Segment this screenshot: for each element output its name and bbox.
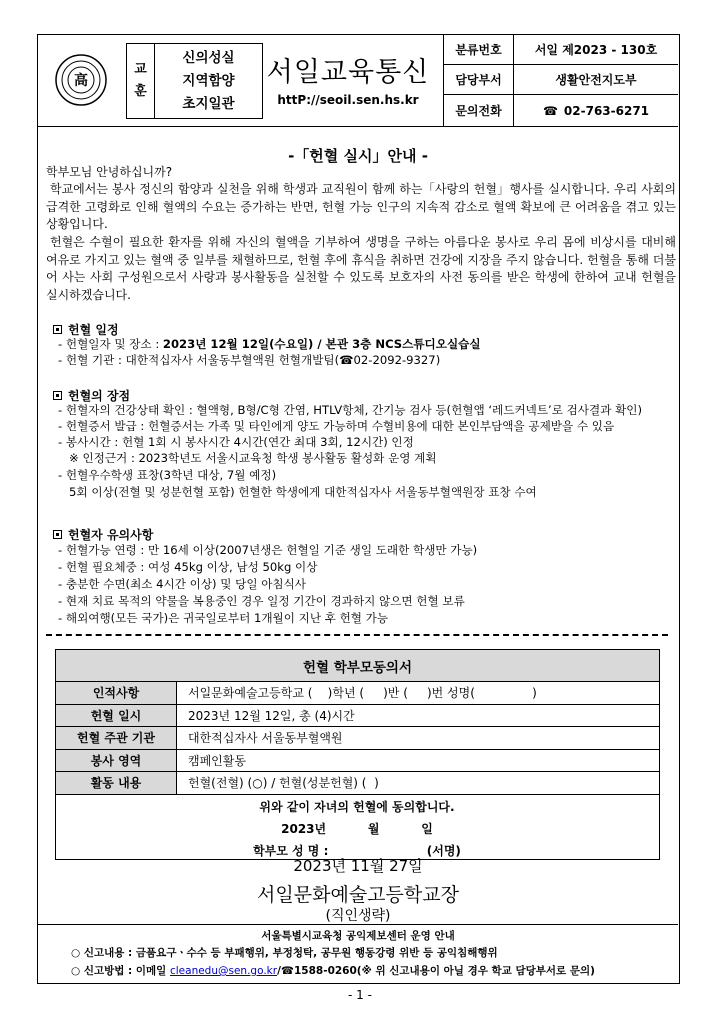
consent-key: 헌혈 주관 기관 [56,727,177,749]
section-heading-cautions [53,526,153,543]
heading-text: 헌혈자 유의사항 [68,528,154,542]
cut-line-divider [46,634,668,636]
heading-text: 헌혈 일정 [68,323,119,337]
consent-key: 봉사 영역 [56,750,177,772]
section-heading-benefits [53,387,130,404]
consent-key: 인적사항 [56,682,177,704]
intro-paragraph-1: 학교에서는 봉사 정신의 함양과 실천을 위해 학생과 교직원이 함께 하는「사랑의 헌혈」행사를 실시합니다. 우리 사회의 급격한 고령화로 인해 혈액의 수요는 증가하는 반면, 헌혈 가능 인구의 지속적 감소로 혈액 확보에 큰 어려움을 겪고 있는 상황입니다. [46,182,676,231]
consent-key: 활동 내용 [56,772,177,794]
heading-text: 헌혈의 장점 [68,389,131,403]
consent-row [56,705,659,728]
motto-lines [155,44,262,118]
meta-row [444,35,678,65]
report-method-tail: /☎1588-0260(※ 위 신고내용이 아닐 경우 학교 담당부서로 문의) [277,965,595,977]
meta-row [444,65,678,95]
motto-label-char: 훈 [134,84,147,99]
motto-line: 신의성실 [182,49,235,66]
newsletter-header [38,35,678,127]
schedule-item-date [58,337,481,352]
consent-key: 헌혈 일시 [56,705,177,727]
motto-label-char: 교 [134,62,147,77]
benefit-item: ※ 인정근거 : 2023학년도 서울시교육청 학생 봉사활동 활성화 운영 계획 [58,451,437,465]
consent-value: 캠페인활동 [188,753,246,768]
caution-item: - 충분한 수면(최소 4시간 이상) 및 당일 아침식사 [58,577,306,591]
footer-report-method [71,963,595,978]
item-label: - 헌혈일자 및 장소 : [58,337,163,351]
issue-date: 2023년 11월 27일 [293,857,423,875]
benefit-item: 5회 이상(전혈 및 성분헌혈 포함) 헌혈한 학생에게 대한적십자사 서울동부혈액원장 표창 수여 [58,485,537,499]
square-bullet-icon [53,391,62,400]
motto-line: 초지일관 [182,95,235,112]
page-number: - 1 - [348,988,372,1002]
parent-consent-form [55,649,660,860]
consent-agree: 위와 같이 자녀의 헌혈에 동의합니다. [259,800,455,814]
motto-line: 지역함양 [182,72,235,89]
meta-key: 분류번호 [444,35,514,64]
square-bullet-icon [53,325,62,334]
meta-value: 서일 제2023 - 130호 [534,43,658,57]
consent-value[interactable]: 헌혈(전혈) (○) / 헌혈(성분헌혈) ( ) [188,776,379,791]
newsletter-title: 서일교육통신 [266,57,430,88]
signature-label: 학부모 성 명 : [253,844,329,858]
footer-report-content: ○ 신고내용 : 금품요구ㆍ수수 등 부패행위, 부정청탁, 공무원 행동강령 위반 등 공익침해행위 [71,947,498,959]
document-frame [37,34,680,984]
meta-key: 담당부서 [444,65,514,94]
consent-row [56,772,659,795]
report-method-label: ○ 신고방법 : 이메일 [71,965,170,977]
caution-item: - 헌혈가능 연령 : 만 16세 이상(2007년생은 헌혈일 기준 생일 도래한 학생만 가능) [58,543,478,557]
consent-row [56,750,659,773]
meta-value-phone [514,95,678,126]
benefit-item: - 헌혈자의 건강상태 확인 : 혈액형, B형/C형 간염, HTLV항체, 간기능 검사 등(헌혈앱 ‘레드커넥트’로 검사결과 확인) [58,403,643,417]
consent-title: 헌혈 학부모동의서 [56,650,659,682]
item-value: 2023년 12월 12일(수요일) / 본관 3층 NCS스튜디오실습실 [162,337,481,351]
signature-suffix: (서명) [426,844,461,858]
seal-omitted-note: (직인생략) [325,908,391,924]
school-url[interactable]: httP://seoil.sen.hs.kr [277,93,419,107]
document-title: -「헌혈 실시」안내 - [288,147,428,165]
motto-label [127,44,155,118]
schedule-item-agency: - 헌혈 기관 : 대한적십자사 서울동부혈액원 헌혈개발팀(☎02-2092-9327) [58,353,441,367]
meta-row [444,95,678,126]
consent-value[interactable]: 서일문화예술고등학교 ( )학년 ( )반 ( )번 성명( ) [188,686,537,701]
document-meta-table [443,35,678,126]
consent-value: 2023년 12월 12일, 총 (4)시간 [188,708,355,723]
phone-number: 02-763-6271 [563,103,650,118]
caution-item: - 현재 치료 목적의 약물을 복용중인 경우 일정 기간이 경과하지 않으면 헌혈 보류 [58,594,465,608]
caution-item: - 해외여행(모든 국가)은 귀국일로부터 1개월이 지난 후 헌혈 가능 [58,611,389,625]
school-emblem-icon [55,54,107,106]
consent-row [56,727,659,750]
meta-key: 문의전화 [444,95,514,126]
intro-paragraph-2: 헌혈은 수혈이 필요한 환자를 위해 자신의 혈액을 기부하여 생명을 구하는 아름다운 봉사로 우리 몸에 비상시를 대비해 여유로 가지고 있는 혈액 중 일부를 채혈하므로, 헌혈 후에 휴식을 취하면 건강에 지장을 주지 않습니다. 헌혈을 통해 더불어 사는 사회 구성원으로서 사랑과 봉사활동을 실천할 수 있도록 보호자의 사전 동의를 받은 학생에 한하여 교내 헌혈을 실시하겠습니다. [46,235,676,302]
caution-item: - 헌혈 필요체중 : 여성 45kg 이상, 남성 50kg 이상 [58,560,318,574]
benefit-item: - 헌혈우수학생 표창(3학년 대상, 7월 예정) [58,468,277,482]
whistleblower-footer [38,924,678,983]
greeting: 학부모님 안녕하십니까? [46,165,173,179]
benefit-item: - 헌혈증서 발급 : 헌혈증서는 가족 및 타인에게 양도 가능하며 수혈비용에 대한 본인부담액을 공제받을 수 있음 [58,419,615,433]
school-motto [126,43,263,119]
phone-icon: ☎ [542,103,558,118]
report-email-link[interactable]: cleanedu@sen.go.kr [169,965,278,977]
benefit-item: - 봉사시간 : 헌혈 1회 시 봉사시간 4시간(연간 최대 3회, 12시간) 인정 [58,435,414,449]
consent-row [56,682,659,705]
consent-value: 대한적십자사 서울동부혈액원 [188,731,343,746]
consent-date-line[interactable]: 2023년 월 일 [281,822,433,836]
section-heading-schedule [53,321,119,338]
footer-title: 서울특별시교육청 공익제보센터 운영 안내 [261,930,455,942]
principal-signature: 서일문화예술고등학교장 [257,884,459,906]
square-bullet-icon [53,530,62,539]
emblem-text: 高 [74,73,88,89]
meta-value: 생활안전지도부 [555,73,637,87]
